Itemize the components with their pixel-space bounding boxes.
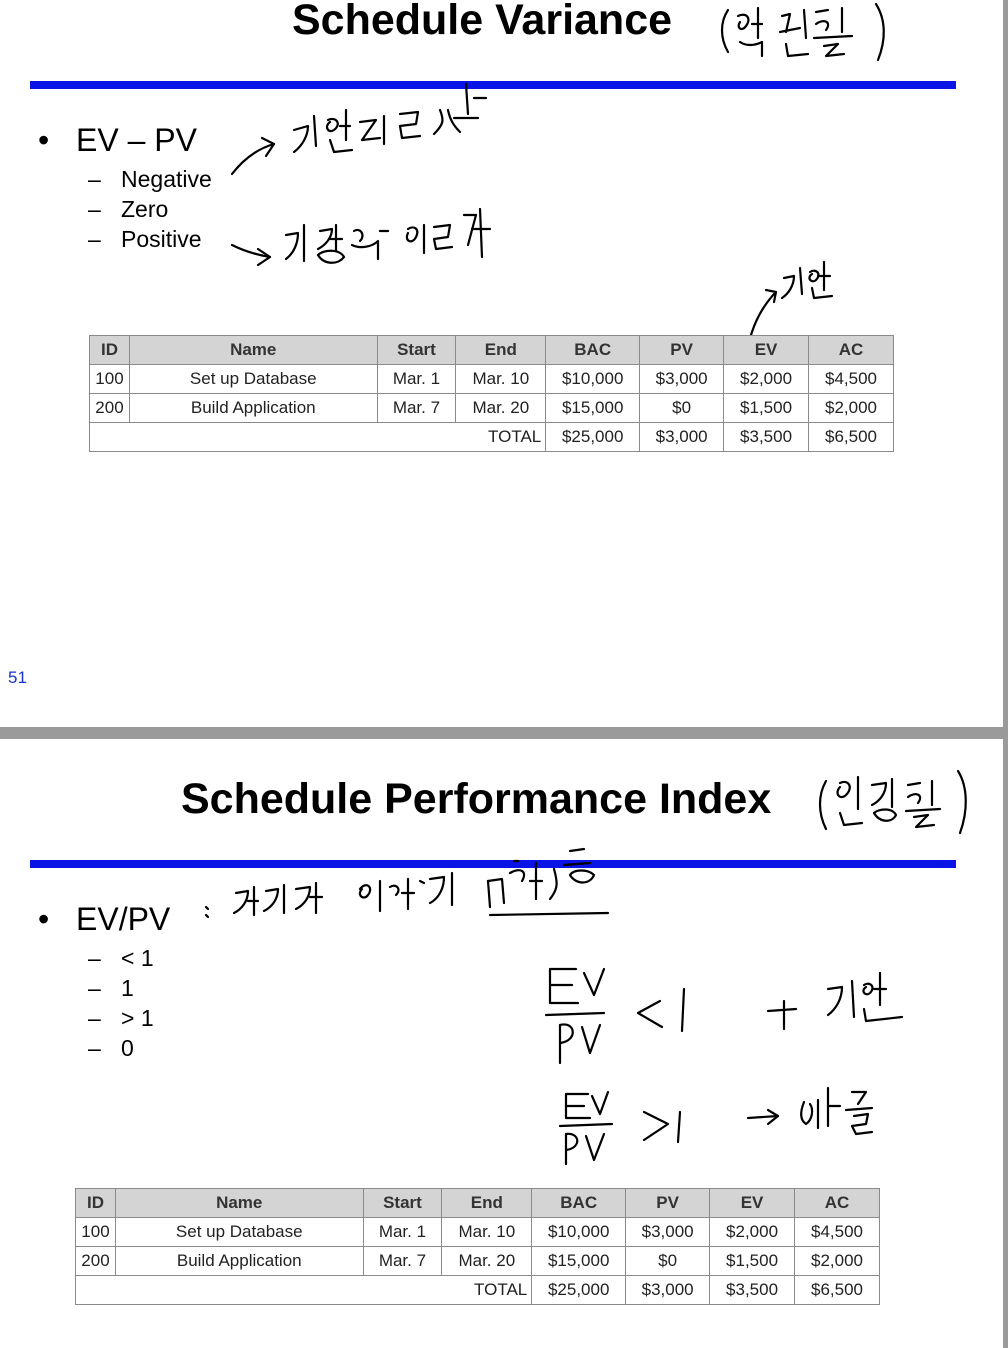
table-total-row (76, 1276, 880, 1305)
earned-value-table (75, 1188, 880, 1305)
table-total-row (90, 423, 894, 452)
table-cell: $1,500 (724, 394, 809, 423)
slide-separator (0, 727, 1008, 739)
column-header: BAC (546, 336, 640, 365)
total-cell: $6,500 (809, 423, 894, 452)
column-header: EV (710, 1189, 795, 1218)
column-header: ID (90, 336, 130, 365)
total-cell: $3,500 (710, 1276, 795, 1305)
viewer-edge (1003, 0, 1008, 1348)
total-cell: $3,000 (640, 423, 724, 452)
earned-value-table (89, 335, 894, 452)
table-cell: Set up Database (115, 1218, 363, 1247)
page-number: 51 (8, 668, 27, 687)
total-cell: $25,000 (546, 423, 640, 452)
handwritten-positive-note (228, 205, 498, 285)
handwritten-negative-note (228, 80, 498, 190)
total-cell: $3,500 (724, 423, 809, 452)
table-cell: Mar. 10 (442, 1218, 532, 1247)
column-header: PV (626, 1189, 710, 1218)
table-cell: $2,000 (724, 365, 809, 394)
table-cell: Mar. 10 (456, 365, 546, 394)
table-cell: $3,000 (626, 1218, 710, 1247)
table-cell: Mar. 20 (442, 1247, 532, 1276)
bullet-sublist (88, 943, 154, 1063)
table-cell: $15,000 (532, 1247, 626, 1276)
total-cell: $3,000 (626, 1276, 710, 1305)
column-header: End (456, 336, 546, 365)
table-cell: Mar. 1 (363, 1218, 442, 1247)
table-row (76, 1247, 880, 1276)
table-cell: $1,500 (710, 1247, 795, 1276)
table-cell: $10,000 (532, 1218, 626, 1247)
column-header: Start (363, 1189, 442, 1218)
column-header: AC (809, 336, 894, 365)
table-cell: Set up Database (129, 365, 377, 394)
handwritten-formula-greater-than-one (556, 1084, 896, 1174)
bullet-sublist (88, 164, 212, 254)
table-cell: Build Application (115, 1247, 363, 1276)
column-header: PV (640, 336, 724, 365)
table-cell: Mar. 20 (456, 394, 546, 423)
table-row (90, 394, 894, 423)
slide-title: Schedule Performance Index (181, 775, 772, 823)
column-header: AC (795, 1189, 880, 1218)
total-cell: $25,000 (532, 1276, 626, 1305)
column-header: Name (115, 1189, 363, 1218)
table-header-row (76, 1189, 880, 1218)
total-label: TOTAL (90, 423, 546, 452)
table-row (90, 365, 894, 394)
table-cell: 200 (90, 394, 130, 423)
table-cell: $2,000 (795, 1247, 880, 1276)
sub-item: – < 1 (88, 945, 154, 971)
sub-item: – Zero (88, 196, 169, 222)
column-header: Start (377, 336, 456, 365)
table-cell: Mar. 1 (377, 365, 456, 394)
sub-item: – 0 (88, 1035, 134, 1061)
table-cell: $4,500 (795, 1218, 880, 1247)
table-cell: $2,000 (710, 1218, 795, 1247)
handwritten-formula-less-than-one (540, 959, 920, 1069)
table-cell: Mar. 7 (377, 394, 456, 423)
total-label: TOTAL (76, 1276, 532, 1305)
table-cell: 200 (76, 1247, 116, 1276)
column-header: EV (724, 336, 809, 365)
sub-item: – Negative (88, 166, 212, 192)
handwritten-bullet-note (198, 837, 618, 919)
table-cell: $3,000 (640, 365, 724, 394)
table-cell: $0 (640, 394, 724, 423)
table-cell: Build Application (129, 394, 377, 423)
table-cell: 100 (76, 1218, 116, 1247)
table-cell: $15,000 (546, 394, 640, 423)
sub-item: – 1 (88, 975, 134, 1001)
table-cell: $0 (626, 1247, 710, 1276)
column-header: Name (129, 336, 377, 365)
handwritten-title-note (812, 767, 972, 839)
slide-title: Schedule Variance (292, 0, 673, 44)
table-cell: $10,000 (546, 365, 640, 394)
handwritten-title-note (716, 2, 892, 64)
table-cell: 100 (90, 365, 130, 394)
column-header: BAC (532, 1189, 626, 1218)
column-header: End (442, 1189, 532, 1218)
column-header: ID (76, 1189, 116, 1218)
slide-schedule-performance-index (0, 739, 1003, 1348)
total-cell: $6,500 (795, 1276, 880, 1305)
bullet-formula: • EV/PV (38, 901, 171, 937)
table-header-row (90, 336, 894, 365)
sub-item: – Positive (88, 226, 202, 252)
bullet-formula: • EV – PV (38, 122, 197, 158)
table-cell: $4,500 (809, 365, 894, 394)
table-cell: $2,000 (809, 394, 894, 423)
sub-item: – > 1 (88, 1005, 154, 1031)
table-row (76, 1218, 880, 1247)
table-cell: Mar. 7 (363, 1247, 442, 1276)
